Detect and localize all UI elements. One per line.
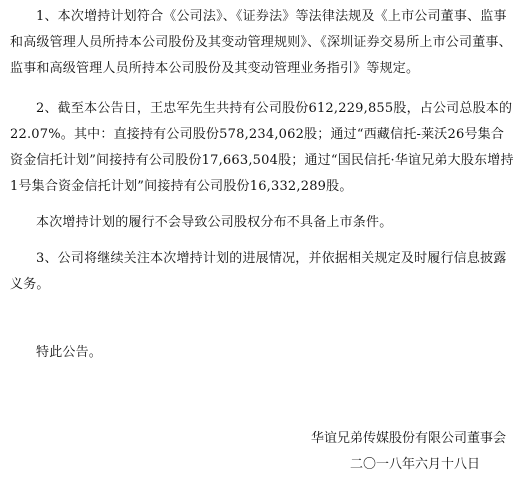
paragraph-2: 2、截至本公告日，王忠军先生共持有公司股份612,229,855股，占公司总股本的22.07%。其中：直接持有公司股份578,234,062股；通过“西藏信托-莱沃26号集合资金信托计划”间接持有公司股份17,663,504股；通过“国民信托·华谊兄弟大股东增持1号集合资金信托计划”间接持有公司股份16,332,289股。 — [10, 101, 514, 194]
paragraph-3: 本次增持计划的履行不会导致公司股权分布不具备上市条件。 — [36, 215, 393, 230]
closing-statement: 特此公告。 — [36, 345, 103, 360]
signature-date: 二〇一八年六月十八日 — [349, 457, 480, 472]
signature-company: 华谊兄弟传媒股份有限公司董事会 — [310, 431, 506, 446]
paragraph-4: 3、公司将继续关注本次增持计划的进展情况，并依据相关规定及时履行信息披露义务。 — [10, 251, 507, 292]
paragraph-1: 1、本次增持计划符合《公司法》、《证券法》等法律法规及《上市公司董事、监事和高级管理人员所持本公司股份及其变动管理规则》、《深圳证券交易所上市公司董事、监事和高级管理人员所持本公司股份及其变动管理业务指引》等规定。 — [10, 9, 512, 76]
